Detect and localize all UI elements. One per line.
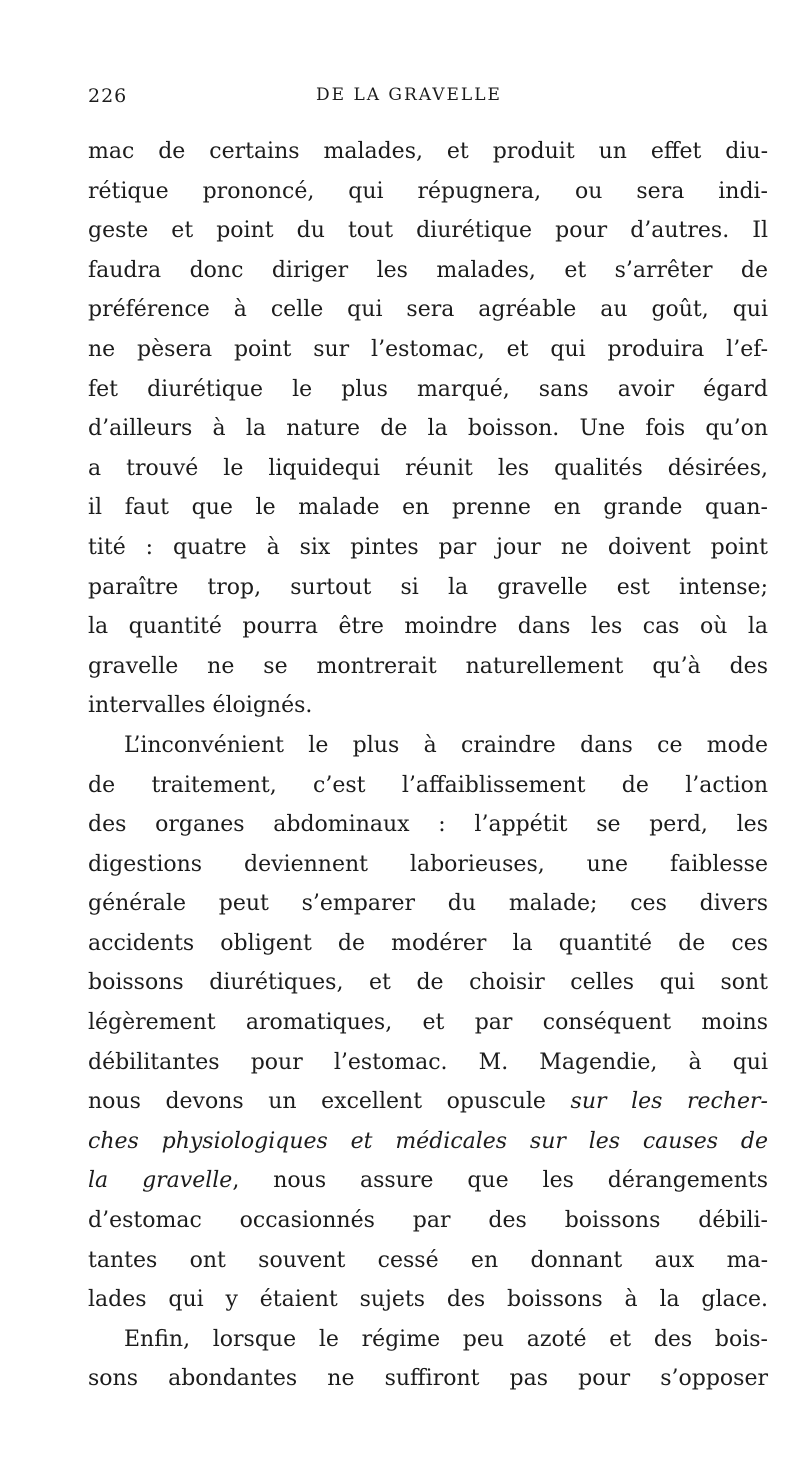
line-text: légèrement aromatiques, et par conséquent moins — [88, 1010, 768, 1036]
text-line — [88, 211, 768, 251]
text-line — [88, 330, 768, 370]
text-line — [88, 1241, 768, 1281]
running-title: DE LA GRAVELLE — [316, 85, 502, 105]
text-line — [88, 172, 768, 212]
line-text: des organes abdominaux : l’appétit se perd, les — [88, 812, 768, 838]
line-text: a trouvé le liquidequi réunit les qualités désirées, — [88, 455, 768, 481]
line-text: paraître trop, surtout si la gravelle est intense; — [88, 574, 768, 600]
text-line — [88, 1122, 768, 1162]
line-text: générale peut s’emparer du malade; ces divers — [88, 891, 768, 917]
line-text: L’inconvénient le plus à craindre dans ce mode — [124, 732, 768, 758]
line-text: nous devons un excellent opuscule — [88, 1089, 571, 1115]
italic-title-text: sur les recher- — [570, 1089, 768, 1115]
text-line — [88, 726, 768, 766]
line-text: lades qui y étaient sujets des boissons à la glace. — [88, 1287, 768, 1313]
text-line — [88, 647, 768, 687]
line-text: fet diurétique le plus marqué, sans avoir égard — [88, 376, 768, 402]
line-text: Enfin, lorsque le régime peu azoté et des bois- — [124, 1326, 768, 1352]
text-line — [88, 409, 768, 449]
text-line — [88, 607, 768, 647]
italic-title-text: la gravelle — [88, 1168, 233, 1194]
text-line — [88, 568, 768, 608]
text-line — [88, 805, 768, 845]
text-line — [88, 1359, 768, 1399]
line-text: intervalles éloignés. — [88, 693, 313, 719]
text-line — [88, 132, 768, 172]
line-text: accidents obligent de modérer la quantité de ces — [88, 930, 768, 956]
line-text: d’estomac occasionnés par des boissons débili- — [88, 1208, 768, 1234]
text-line — [88, 884, 768, 924]
text-line — [88, 1320, 768, 1360]
text-line — [88, 1201, 768, 1241]
text-line — [88, 1003, 768, 1043]
line-text: tantes ont souvent cessé en donnant aux ma- — [88, 1247, 768, 1273]
line-text: tité : quatre à six pintes par jour ne doivent point — [88, 534, 768, 560]
text-line — [88, 449, 768, 489]
text-line — [88, 251, 768, 291]
line-text: geste et point du tout diurétique pour d’autres. Il — [88, 218, 768, 244]
line-text: gravelle ne se montrerait naturellement qu’à des — [88, 653, 768, 679]
line-text: digestions deviennent laborieuses, une faiblesse — [88, 851, 768, 877]
line-text: faudra donc diriger les malades, et s’arrêter de — [88, 257, 768, 283]
page-header — [88, 85, 728, 113]
text-line — [88, 528, 768, 568]
text-line — [88, 845, 768, 885]
line-text: rétique prononcé, qui répugnera, ou sera indi- — [88, 178, 768, 204]
line-text: préférence à celle qui sera agréable au goût, qui — [88, 297, 768, 323]
line-text: boissons diurétiques, et de choisir celles qui sont — [88, 970, 768, 996]
text-line — [88, 488, 768, 528]
line-text: ne pèsera point sur l’estomac, et qui produira l’ef- — [88, 336, 768, 362]
line-text: d’ailleurs à la nature de la boisson. Une fois qu’on — [88, 416, 768, 442]
line-text: mac de certains malades, et produit un effet diu- — [88, 139, 768, 164]
text-line — [88, 924, 768, 964]
text-line — [88, 290, 768, 330]
text-line — [88, 370, 768, 410]
text-line — [88, 1280, 768, 1320]
line-text: de traitement, c’est l’affaiblissement de l’action — [88, 772, 768, 798]
text-line — [88, 1043, 768, 1083]
line-text: il faut que le malade en prenne en grande quan- — [88, 495, 768, 521]
line-text: sons abondantes ne suffiront pas pour s’opposer — [88, 1366, 768, 1392]
line-text: , nous assure que les dérangements — [232, 1168, 768, 1194]
text-line — [88, 686, 768, 726]
italic-title-text: ches physiologiques et médicales sur les causes de — [88, 1128, 768, 1154]
text-line — [88, 1082, 768, 1122]
text-line — [88, 963, 768, 1003]
text-line — [88, 766, 768, 806]
body-text — [88, 132, 768, 1399]
text-line — [88, 1161, 768, 1201]
page-number: 226 — [88, 85, 128, 107]
line-text: débilitantes pour l’estomac. M. Magendie, à qui — [88, 1049, 768, 1075]
line-text: la quantité pourra être moindre dans les cas où la — [88, 614, 768, 640]
